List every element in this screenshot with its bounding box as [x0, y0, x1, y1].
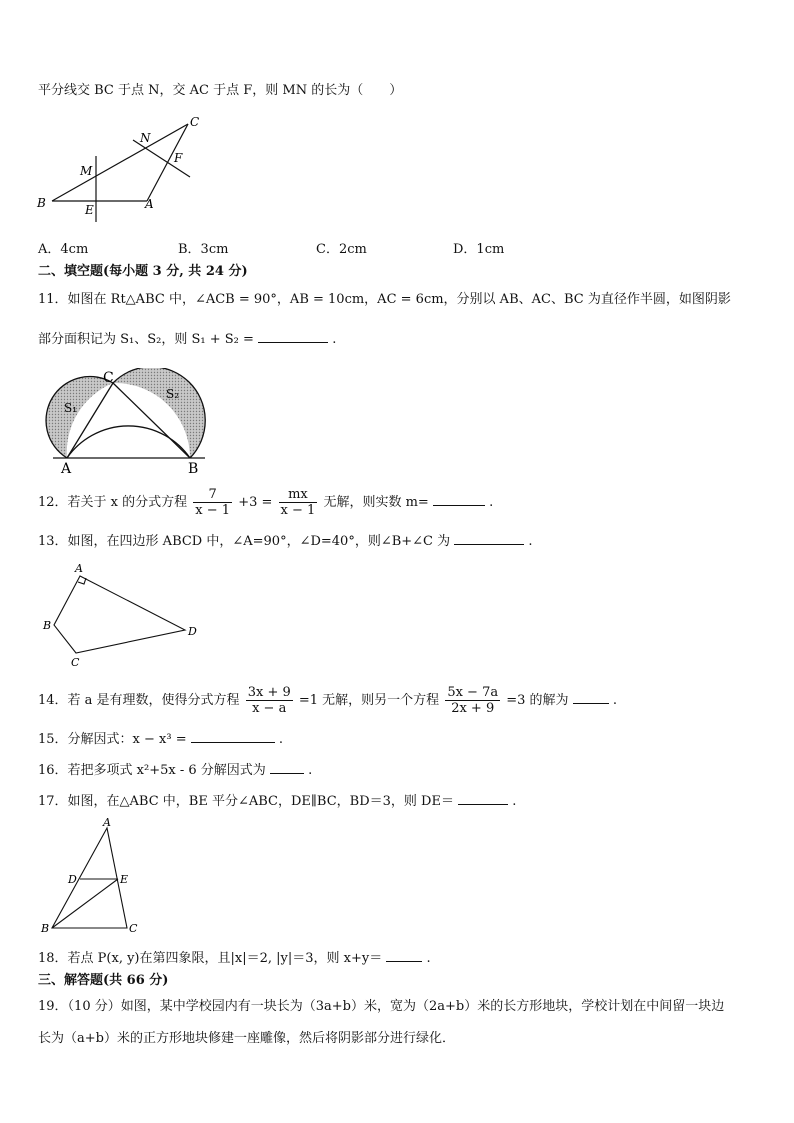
q11-line2: [38, 328, 336, 349]
q16-end: .: [308, 763, 313, 778]
q11-figure: [45, 368, 215, 478]
label-M: M: [80, 164, 93, 178]
label-A: A: [75, 562, 83, 575]
label-B: B: [188, 461, 199, 477]
label-S1: S₁: [64, 401, 78, 415]
q13-line: [38, 530, 533, 551]
q12-text-pre: 12．若关于 x 的分式方程: [38, 495, 188, 510]
q17-line: [38, 790, 516, 811]
q13-end: .: [528, 534, 533, 549]
q12-answer-blank: [433, 491, 485, 506]
q12-f2-denominator: x − 1: [280, 503, 316, 518]
q14-text-pre: 14．若 a 是有理数，使得分式方程: [38, 693, 240, 708]
q14-text-post: =3 的解为: [506, 693, 569, 708]
label-E: E: [120, 873, 129, 886]
label-A: A: [61, 461, 72, 477]
q15-line: [38, 728, 283, 749]
q13-text: 13．如图，在四边形 ABCD 中，∠A=90°，∠D=40°，则∠B+∠C 为: [38, 534, 451, 549]
q14-f2-denominator: 2x + 9: [451, 701, 495, 716]
label-E: E: [85, 203, 94, 217]
q10-stem: 平分线交 BC 于点 N，交 AC 于点 F，则 MN 的长为（ ）: [38, 83, 403, 98]
q14-f2-numerator: 5x − 7a: [447, 685, 499, 700]
q18-end: .: [426, 951, 431, 966]
label-A: A: [145, 197, 154, 211]
label-B: B: [37, 196, 46, 210]
q19-line1: 19．（10 分）如图，某中学校园内有一块长为（3a+b）米，宽为（2a+b）米的长方形地块，学校计划在中间留一块边: [38, 999, 725, 1014]
q12-text-post: 无解，则实数 m=: [323, 495, 429, 510]
label-C: C: [103, 370, 114, 386]
label-S2: S₂: [166, 387, 180, 401]
q12-f2-numerator: mx: [279, 487, 318, 503]
q12-f1-denominator: x − 1: [195, 503, 231, 518]
label-D: D: [68, 873, 77, 886]
q17-end: .: [512, 794, 517, 809]
q14-line: [38, 682, 617, 720]
q18-answer-blank: [386, 947, 422, 962]
q11-line2-end: .: [332, 332, 337, 347]
label-B: B: [41, 922, 50, 935]
q10-option-c: C．2cm: [316, 242, 367, 257]
label-C: C: [71, 656, 80, 669]
label-B: B: [43, 619, 52, 632]
q10-option-d: D．1cm: [453, 242, 505, 257]
q15-end: .: [278, 732, 284, 747]
label-N: N: [140, 131, 151, 145]
q12-line: [38, 484, 493, 522]
q13-answer-blank: [454, 530, 524, 545]
q14-fraction-1: [246, 685, 293, 716]
q12-fraction-2: [279, 487, 318, 518]
q13-figure: [35, 560, 210, 670]
q12-end: .: [489, 495, 494, 510]
q17-answer-blank: [458, 790, 508, 805]
q14-f1-numerator: 3x + 9: [247, 685, 291, 700]
q11-answer-blank: [258, 328, 328, 343]
q12-text-mid: +3 =: [238, 495, 273, 510]
q16-line: [38, 759, 312, 780]
label-C: C: [129, 922, 138, 935]
q14-answer-blank: [573, 689, 609, 704]
label-C: C: [190, 115, 200, 129]
q10-option-b: B．3cm: [178, 242, 229, 257]
label-A: A: [103, 816, 111, 829]
label-D: D: [188, 625, 197, 638]
label-F: F: [174, 151, 183, 165]
q14-f1-denominator: x − a: [252, 701, 287, 716]
q19-line2: 长为（a+b）米的正方形地块修建一座雕像，然后将阴影部分进行绿化．: [38, 1031, 455, 1046]
q10-figure: [30, 112, 210, 222]
q18-line: [38, 947, 431, 968]
q16-text: 16．若把多项式 x²+5x - 6 分解因式为: [38, 763, 266, 778]
q14-text-mid: =1 无解，则另一个方程: [298, 693, 440, 708]
q16-answer-blank: [270, 759, 304, 774]
q15-answer-blank: [191, 728, 275, 743]
q14-end: .: [612, 693, 617, 708]
q17-figure: [35, 816, 155, 938]
q11-line1: 11．如图在 Rt△ABC 中，∠ACB = 90°，AB = 10cm，AC = 6cm，分别以 AB、AC、BC 为直径作半圆，如图阴影: [38, 292, 731, 307]
q11-line2-text: 部分面积记为 S₁、S₂，则 S₁ + S₂ =: [38, 332, 254, 347]
q17-text: 17．如图，在△ABC 中，BE 平分∠ABC，DE∥BC，BD＝3，则 DE＝: [38, 794, 454, 809]
q18-text: 18．若点 P(x, y)在第四象限，且|x|＝2, |y|＝3，则 x+y＝: [38, 951, 383, 966]
q10-option-a: A．4cm: [38, 242, 89, 257]
q14-fraction-2: [445, 685, 500, 716]
q15-text: 15．分解因式：x − x³ =: [38, 732, 187, 747]
q12-f1-numerator: 7: [193, 487, 232, 503]
q12-fraction-1: [193, 487, 232, 518]
section-title-solutions: 三、解答题(共 66 分): [38, 973, 169, 988]
section-title-fill-in: 二、填空题(每小题 3 分, 共 24 分): [38, 264, 248, 279]
